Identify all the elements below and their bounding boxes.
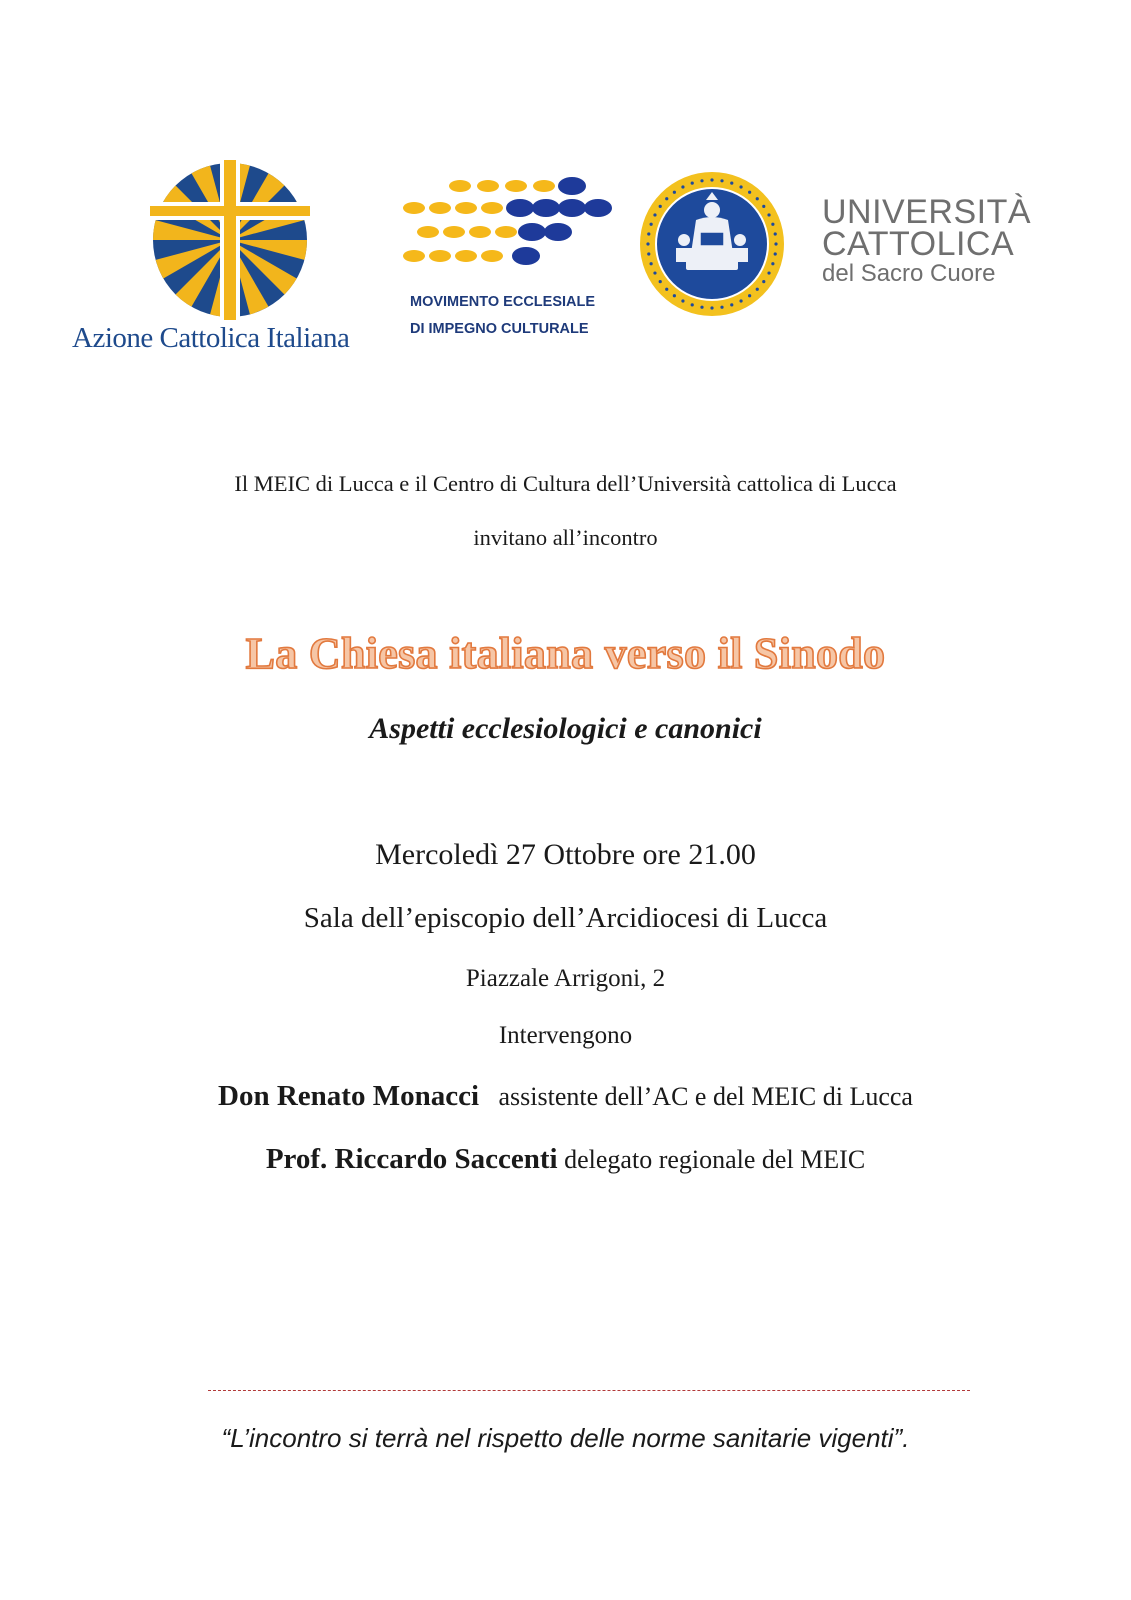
speaker-role: delegato regionale del MEIC	[564, 1145, 866, 1174]
invitation-intro: Il MEIC di Lucca e il Centro di Cultura dell’Università cattolica di Lucca	[234, 471, 897, 496]
azione-cattolica-logo-icon	[150, 160, 310, 320]
event-title: La Chiesa italiana verso il Sinodo	[245, 629, 886, 678]
sanitary-note: “L’incontro si terrà nel rispetto delle norme sanitarie vigenti”.	[221, 1423, 910, 1453]
meic-name-line2: DI IMPEGNO CULTURALE	[410, 321, 589, 337]
event-date: Mercoledì 27 Ottobre ore 21.00	[375, 838, 756, 871]
uc-line3: del Sacro Cuore	[822, 260, 996, 287]
event-subtitle: Aspetti ecclesiologici e canonici	[369, 712, 762, 745]
invitation-line: invitano all’incontro	[473, 525, 658, 550]
speaker-name: Prof. Riccardo Saccenti	[265, 1143, 558, 1175]
event-address: Piazzale Arrigoni, 2	[465, 965, 666, 992]
speakers-label: Intervengono	[498, 1022, 633, 1049]
universita-cattolica-name	[822, 193, 1032, 288]
speaker-name: Don Renato Monacci	[218, 1080, 480, 1112]
uc-line2: CATTOLICA	[822, 225, 1015, 263]
azione-cattolica-name: Azione Cattolica Italiana	[72, 322, 350, 354]
speaker-item	[0, 1143, 1131, 1176]
speaker-role: assistente dell’AC e del MEIC di Lucca	[498, 1082, 913, 1111]
dashed-divider	[208, 1390, 970, 1391]
speaker-item	[0, 1080, 1131, 1113]
university-seal-icon	[638, 170, 786, 318]
uc-line1: UNIVERSITÀ	[822, 193, 1032, 231]
meic-name-line1: MOVIMENTO ECCLESIALE	[410, 294, 596, 310]
meic-logo-icon	[400, 172, 620, 292]
event-venue: Sala dell’episcopio dell’Arcidiocesi di Lucca	[303, 902, 828, 934]
